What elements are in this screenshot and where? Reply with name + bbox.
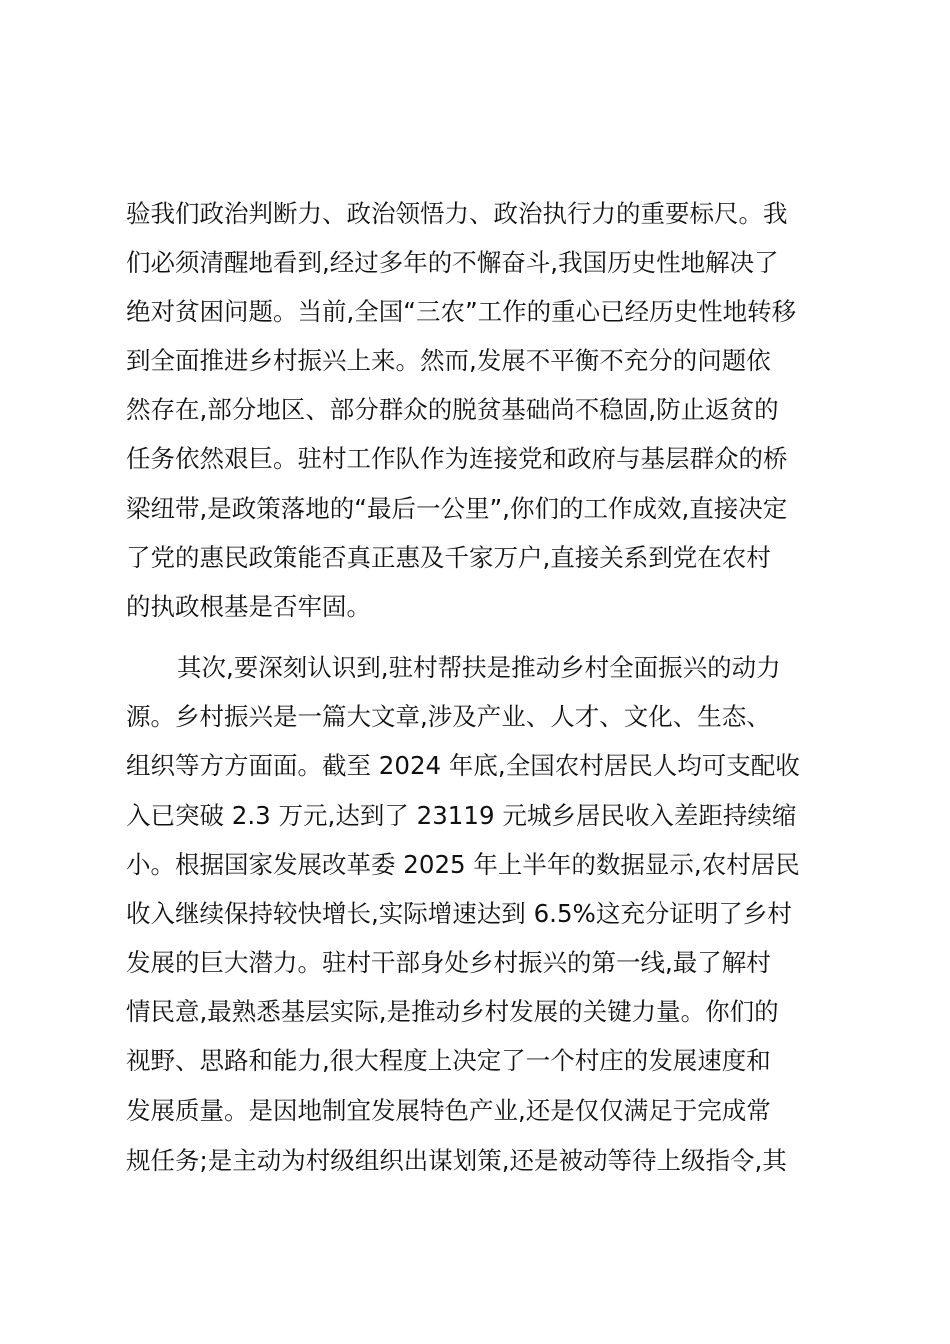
text-line: 了党的惠民政策能否真正惠及千家万户,直接关系到党在农村 [126,543,771,572]
text-line: 然存在,部分地区、部分群众的脱贫基础尚不稳固,防止返贫的 [126,395,779,424]
text-line: 发展的巨大潜力。驻村干部身处乡村振兴的第一线,最了解村 [126,948,771,977]
text-line: 入已突破 2.3 万元,达到了 23119 元城乡居民收入差距持续缩 [126,801,797,830]
text-line: 收入继续保持较快增长,实际增速达到 6.5%这充分证明了乡村 [126,899,792,928]
text-line: 情民意,最熟悉基层实际,是推动乡村发展的关键力量。你们的 [126,997,779,1026]
text-line-indented: 其次,要深刻认识到,驻村帮扶是推动乡村全面振兴的动力 [177,653,781,682]
text-line: 验我们政治判断力、政治领悟力、政治执行力的重要标尺。我 [126,199,788,228]
text-line: 到全面推进乡村振兴上来。然而,发展不平衡不充分的问题依 [126,346,771,375]
text-line: 绝对贫困问题。当前,全国“三农”工作的重心已经历史性地转移 [126,297,797,326]
text-line: 们必须清醒地看到,经过多年的不懈奋斗,我国历史性地解决了 [126,248,779,277]
text-line: 的执政根基是否牢固。 [126,592,371,621]
text-line: 视野、思路和能力,很大程度上决定了一个村庄的发展速度和 [126,1046,771,1075]
text-line: 组织等方方面面。截至 2024 年底,全国农村居民人均可支配收 [126,751,800,780]
text-line: 小。根据国家发展改革委 2025 年上半年的数据显示,农村居民 [126,850,800,879]
text-line: 发展质量。是因地制宜发展特色产业,还是仅仅满足于完成常 [126,1096,771,1125]
text-line: 规任务;是主动为村级组织出谋划策,还是被动等待上级指令,其 [126,1146,787,1175]
text-line: 任务依然艰巨。驻村工作队作为连接党和政府与基层群众的桥 [126,444,788,473]
text-line: 源。乡村振兴是一篇大文章,涉及产业、人才、文化、生态、 [126,702,771,731]
text-line: 梁纽带,是政策落地的“最后一公里”,你们的工作成效,直接决定 [126,494,788,523]
